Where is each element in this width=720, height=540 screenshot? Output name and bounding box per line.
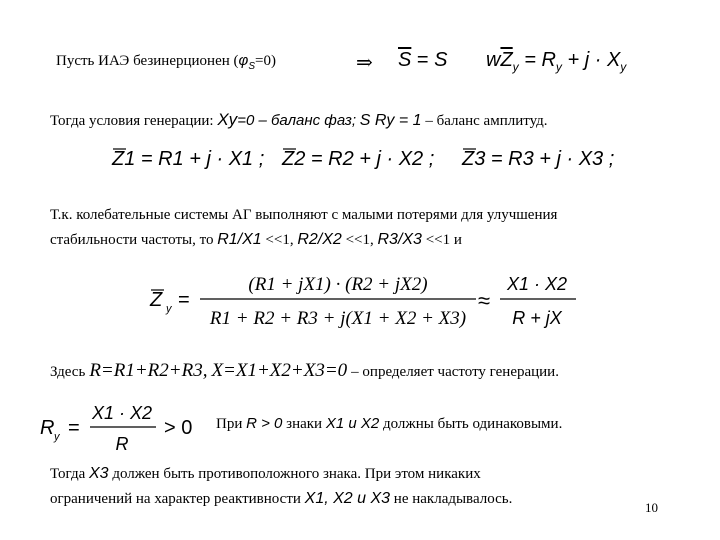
r1x1-ratio: R1/X1 <box>217 231 262 248</box>
zy-equation <box>486 49 626 74</box>
ry-gt: > 0 <box>164 417 193 439</box>
zy-x: X <box>606 49 621 71</box>
conclusion-xs: X1, X2 и X3 <box>304 490 391 507</box>
r2x2-ll: <<1, <box>345 232 374 248</box>
intro-label: Пусть ИАЭ безинерционен ( <box>56 53 239 69</box>
s-equation <box>398 49 448 72</box>
amplitude-condition: S Ry = 1 <box>359 112 422 129</box>
amplitude-balance: – баланс амплитуд. <box>425 113 548 129</box>
sign-x1x2: X1 и X2 <box>325 415 380 432</box>
ry-den: R <box>115 434 129 454</box>
zy-lhs: Z <box>150 289 163 311</box>
assumption-prefix: стабильности частоты, то <box>50 232 214 248</box>
x-sum: X=X1+X2+X3=0 <box>211 360 348 381</box>
conclusion-p3: ограничений на характер реактивности <box>50 491 301 507</box>
z2-formula: Z2 = R2 + j · X2 ; <box>282 148 435 170</box>
z1-formula: Z1 = R1 + j · X1 ; <box>112 148 265 170</box>
ry-num: X1 · X2 <box>91 403 153 423</box>
sign-line <box>216 415 562 433</box>
here-prefix: Здесь <box>50 364 86 380</box>
r3x3-ll: <<1 и <box>425 232 462 248</box>
zy-bar: $\overline{Z}$ <box>500 49 513 71</box>
zy-denominator: R1 + R2 + R3 + j(X1 + X2 + X3) <box>209 308 467 329</box>
zy-sub: y <box>512 60 519 74</box>
xy-symbol: Xy <box>217 110 238 129</box>
zy-eq: = <box>178 289 190 311</box>
implies-symbol: ⇒ <box>356 52 373 74</box>
zy-plus-j: + j · <box>567 49 602 71</box>
sign-text2: должны быть одинаковыми. <box>382 416 563 432</box>
conclusion-line-1 <box>50 465 481 483</box>
s-eq: = <box>416 49 429 71</box>
intro-text <box>56 52 276 72</box>
z3-formula: Z3 = R3 + j · X3 ; <box>462 148 615 170</box>
zy-numerator: (R1 + jX1) · (R2 + jX2) <box>248 274 428 295</box>
conclusion-p2: должен быть противоположного знака. При этом никаких <box>112 466 481 482</box>
phi-symbol: φ <box>238 52 249 69</box>
w-symbol: w <box>486 49 501 71</box>
conditions-prefix: Тогда условия генерации: <box>50 113 214 129</box>
sign-pri: При <box>216 416 243 432</box>
ry-eq: = <box>68 417 80 439</box>
ry-lhs: R <box>40 417 55 439</box>
phi-subscript: S <box>248 61 255 72</box>
ry-lhs-sub: y <box>54 431 60 443</box>
zy-rhs-num: X1 · X2 <box>506 274 568 294</box>
ry-sub: y <box>555 60 562 74</box>
zy-lhs-sub: y <box>166 303 172 315</box>
r2x2-ratio: R2/X2 <box>297 231 342 248</box>
phi-zero: =0) <box>254 53 276 69</box>
r1x1-ll: <<1, <box>265 232 294 248</box>
assumption-line-1: Т.к. колебательные системы АГ выполняют с малыми потерями для улучшения <box>50 207 558 223</box>
sign-cond: R > 0 <box>246 415 283 432</box>
here-line <box>50 360 559 382</box>
conditions-line <box>50 110 548 130</box>
page-number: 10 <box>645 500 658 515</box>
assumption-line-2 <box>50 231 462 249</box>
s-bar: $\overline{S}$ <box>398 49 412 71</box>
phase-balance: =0 – баланс фаз; <box>237 112 356 129</box>
r3x3-ratio: R3/X3 <box>377 231 422 248</box>
here-suffix: – определяет частоту генерации. <box>351 364 559 380</box>
zy-rhs: = R <box>524 49 556 71</box>
s-plain: S <box>434 49 448 71</box>
conclusion-x3: X3 <box>88 465 109 482</box>
r-sum: R=R1+R2+R3, <box>89 360 208 381</box>
conclusion-p4: не накладывалось. <box>393 491 513 507</box>
conclusion-line-2 <box>50 490 512 508</box>
zy-formula <box>0 262 720 342</box>
sign-text1: знаки <box>286 416 323 432</box>
conclusion-p1: Тогда <box>50 466 86 482</box>
xy-sub: y <box>620 60 627 74</box>
zy-approx: ≈ <box>478 288 491 313</box>
zy-rhs-den: R + jX <box>512 308 562 328</box>
